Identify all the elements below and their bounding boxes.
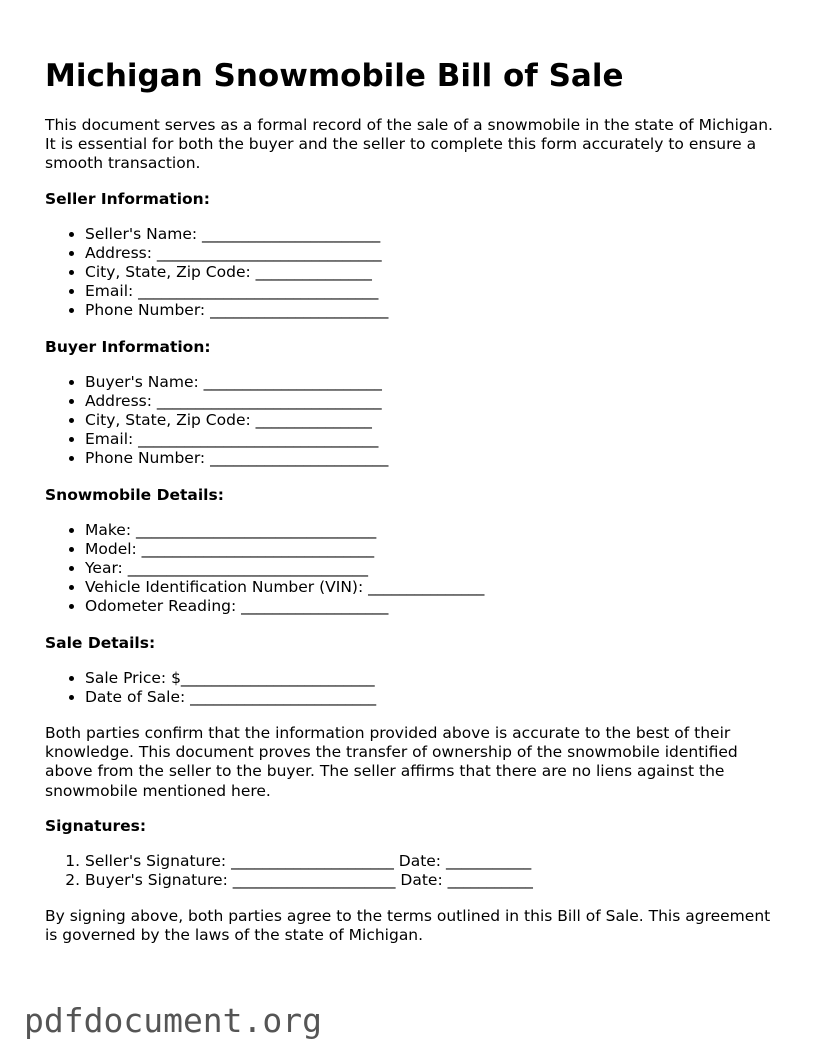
buyer-signature-line: 2. Buyer's Signature: _____________________ Date: ___________	[85, 871, 785, 890]
buyer-name-field: • Buyer's Name: _______________________	[85, 373, 785, 392]
seller-email-field: • Email: _______________________________	[85, 282, 785, 301]
buyer-address-field: • Address: _____________________________	[85, 392, 785, 411]
buyer-heading: Buyer Information:	[45, 337, 211, 356]
seller-address-field: • Address: _____________________________	[85, 244, 785, 263]
seller-signature-line: 1. Seller's Signature: _____________________ Date: ___________	[85, 852, 785, 871]
vin-field: • Vehicle Identification Number (VIN): _______________	[85, 578, 785, 597]
signatures-list	[45, 852, 785, 890]
seller-phone-field: • Phone Number: _______________________	[85, 301, 785, 320]
model-field: • Model: ______________________________	[85, 540, 785, 559]
closing-paragraph: By signing above, both parties agree to the terms outlined in this Bill of Sale. This agreement is governed by the laws of the state of Michigan.	[45, 907, 771, 945]
sale-price-field: • Sale Price: $_________________________	[85, 669, 785, 688]
document-title: Michigan Snowmobile Bill of Sale	[45, 58, 624, 94]
buyer-city-field: • City, State, Zip Code: _______________	[85, 411, 785, 430]
make-field: • Make: _______________________________	[85, 521, 785, 540]
seller-name-field: • Seller's Name: _______________________	[85, 225, 785, 244]
signatures-heading: Signatures:	[45, 816, 147, 835]
odometer-field: • Odometer Reading: ___________________	[85, 597, 785, 616]
buyer-email-field: • Email: _______________________________	[85, 430, 785, 449]
confirmation-paragraph: Both parties confirm that the information provided above is accurate to the best of their knowledge. This document proves the transfer of ownership of the snowmobile identified above from the seller to the buyer. The seller affirms that there are no liens against the snowmobile mentioned here.	[45, 724, 738, 800]
seller-city-field: • City, State, Zip Code: _______________	[85, 263, 785, 282]
intro-paragraph: This document serves as a formal record of the sale of a snowmobile in the state of Michigan. It is essential for both the buyer and the seller to complete this form accurately to ensure a smooth transaction.	[45, 116, 773, 173]
watermark: pdfdocument.org	[24, 1001, 323, 1040]
snowmobile-heading: Snowmobile Details:	[45, 485, 224, 504]
seller-heading: Seller Information:	[45, 189, 210, 208]
buyer-list	[45, 373, 785, 469]
seller-list	[45, 225, 785, 321]
document-page	[45, 56, 785, 946]
sale-date-field: • Date of Sale: ________________________	[85, 688, 785, 707]
snowmobile-list	[45, 521, 785, 617]
sale-list	[45, 669, 785, 707]
year-field: • Year: _______________________________	[85, 559, 785, 578]
buyer-phone-field: • Phone Number: _______________________	[85, 449, 785, 468]
sale-heading: Sale Details:	[45, 633, 156, 652]
